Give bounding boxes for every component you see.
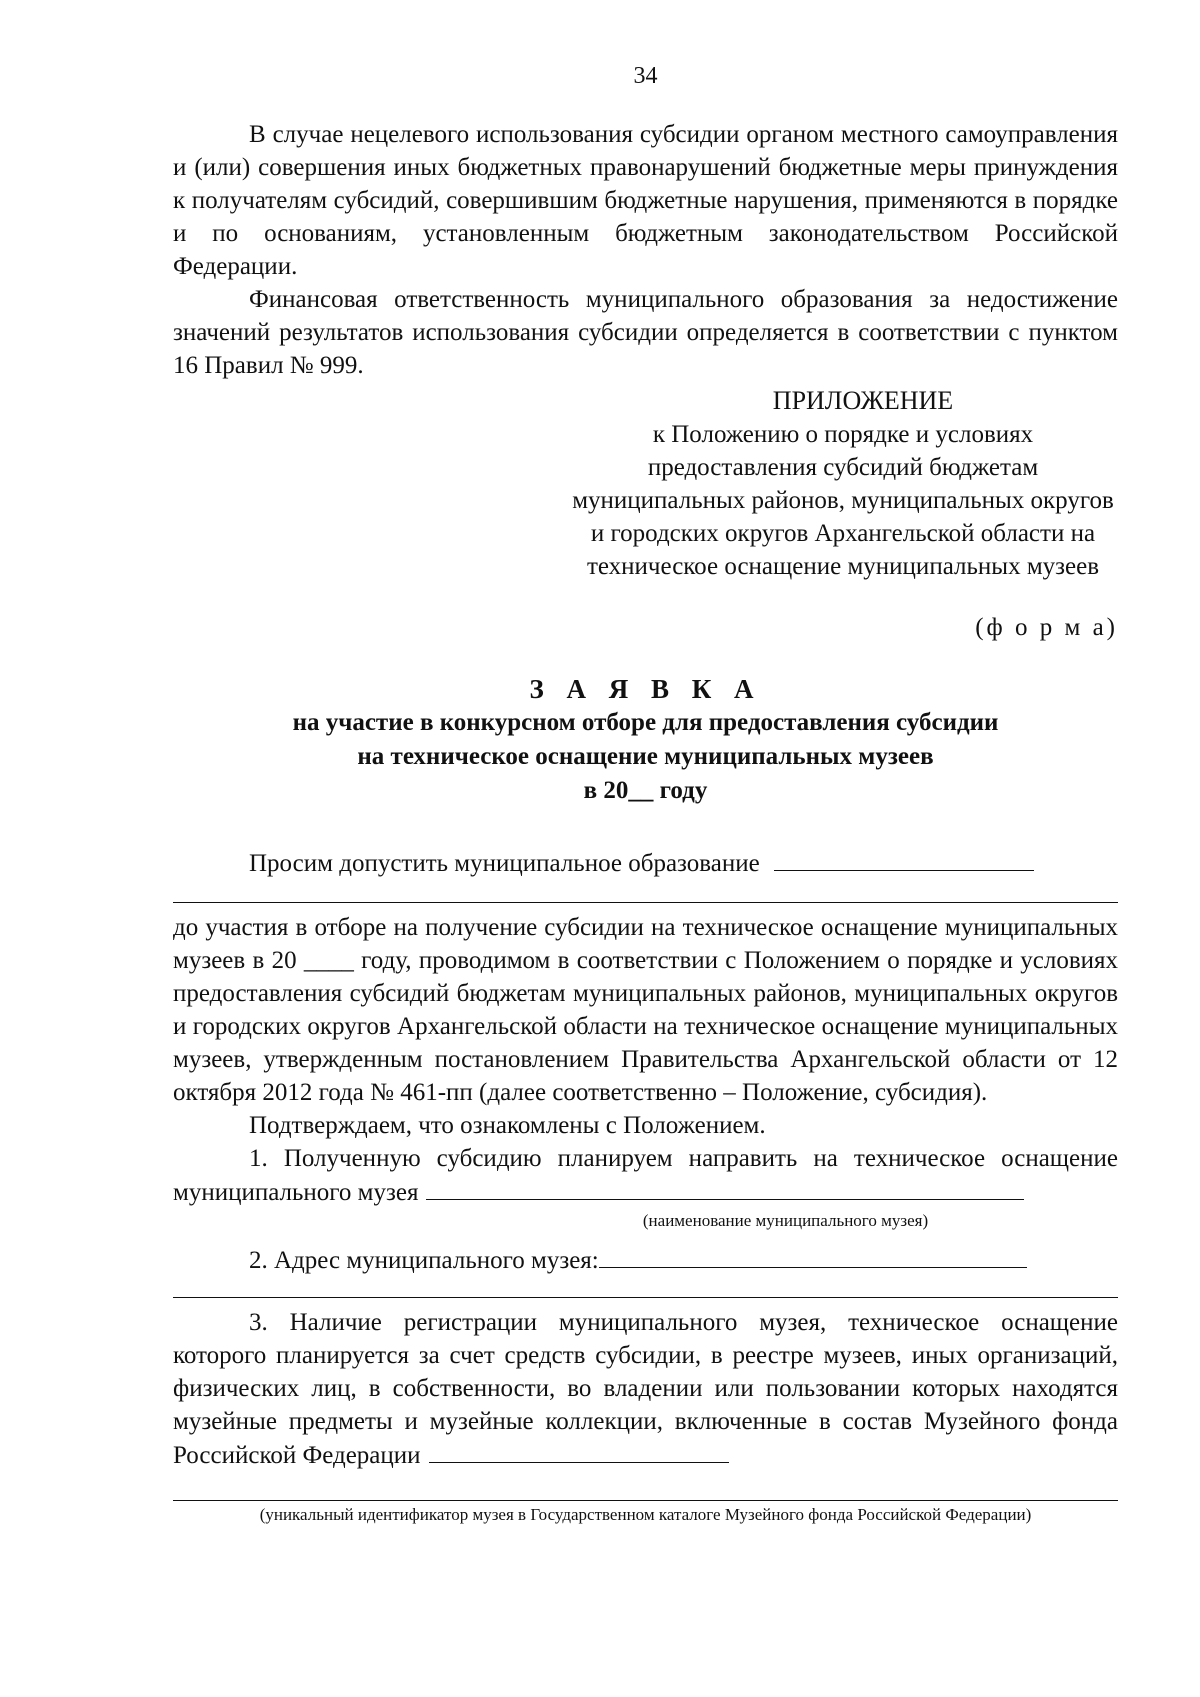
form-mark: (ф о р м а) bbox=[975, 614, 1118, 641]
application-title: З А Я В К А bbox=[529, 674, 762, 704]
request-lead-text: Просим допустить муниципальное образование bbox=[249, 850, 760, 877]
application-heading bbox=[173, 672, 1118, 808]
museum-registry-field[interactable] bbox=[429, 1438, 729, 1463]
item-2 bbox=[173, 1243, 1118, 1277]
confirmation-text: Подтверждаем, что ознакомлены с Положением. bbox=[249, 1112, 766, 1139]
application-subtitle-line-3: в 20__ году bbox=[583, 777, 708, 804]
request-body: до участия в отборе на получение субсидии на техническое оснащение муниципальных музеев в 20 ____ году, проводимом в соответствии с Положением о порядке и условиях предоставления субсидий бюджетам муниципальных районов, муниципальных округов и городских округов Архангельской области на техническое оснащение муниципальных музеев, утвержденным постановлением Правительства Архангельской области от 12 октября 2012 года № 461-пп (далее соответственно – Положение, субсидия). bbox=[173, 914, 1118, 1106]
item-3-text: 3. Наличие регистрации муниципального музея, техническое оснащение которого планируется за счет средств субсидии, в реестре музеев, иных организаций, физических лиц, в собственности, во владении или пользовании которых находятся музейные предметы и музейные коллекции, включенные в состав Музейного фонда Российской Федерации bbox=[173, 1309, 1118, 1469]
document-page bbox=[173, 60, 1118, 1525]
application-subtitle-line-2: на техническое оснащение муниципальных музеев bbox=[357, 743, 934, 770]
appendix-block bbox=[568, 384, 1118, 583]
museum-name-field[interactable] bbox=[426, 1175, 1024, 1200]
museum-address-field-continued[interactable] bbox=[173, 1277, 1118, 1298]
museum-address-field[interactable] bbox=[599, 1243, 1027, 1268]
application-subtitle-line-1: на участие в конкурсном отборе для предоставления субсидии bbox=[292, 709, 999, 736]
item-1-text: 1. Полученную субсидию планируем направить на техническое оснащение муниципального музея bbox=[173, 1145, 1118, 1206]
intro-paragraph-2: Финансовая ответственность муниципального образования за недостижение значений результатов использования субсидии определяется в соответствии с пунктом 16 Правил № 999. bbox=[173, 286, 1118, 379]
page-number: 34 bbox=[633, 63, 658, 89]
intro-paragraph-1: В случае нецелевого использования субсидии органом местного самоуправления и (или) совершения иных бюджетных правонарушений бюджетные меры принуждения к получателям субсидий, совершившим бюджетные нарушения, применяются в порядке и по основаниям, установленным бюджетным законодательством Российской Федерации. bbox=[173, 121, 1118, 280]
appendix-subtitle: к Положению о порядке и условиях предоставления субсидий бюджетам муниципальных районов, муниципальных округов и городских округов Архангельской области на техническое оснащение муниципальных музеев bbox=[572, 421, 1114, 580]
municipality-name-field-continued[interactable] bbox=[173, 880, 1118, 903]
museum-identifier-caption: (уникальный идентификатор музея в Государственном каталоге Музейного фонда Российской Федерации) bbox=[259, 1505, 1032, 1524]
museum-identifier-field[interactable] bbox=[173, 1472, 1118, 1501]
item-3 bbox=[173, 1306, 1118, 1472]
item-1 bbox=[173, 1142, 1118, 1209]
appendix-title: ПРИЛОЖЕНИЕ bbox=[772, 386, 954, 415]
museum-name-caption: (наименование муниципального музея) bbox=[642, 1211, 929, 1230]
municipality-name-field[interactable] bbox=[774, 846, 1034, 871]
request-lead-line bbox=[173, 846, 1118, 880]
item-2-text: 2. Адрес муниципального музея: bbox=[249, 1247, 599, 1274]
